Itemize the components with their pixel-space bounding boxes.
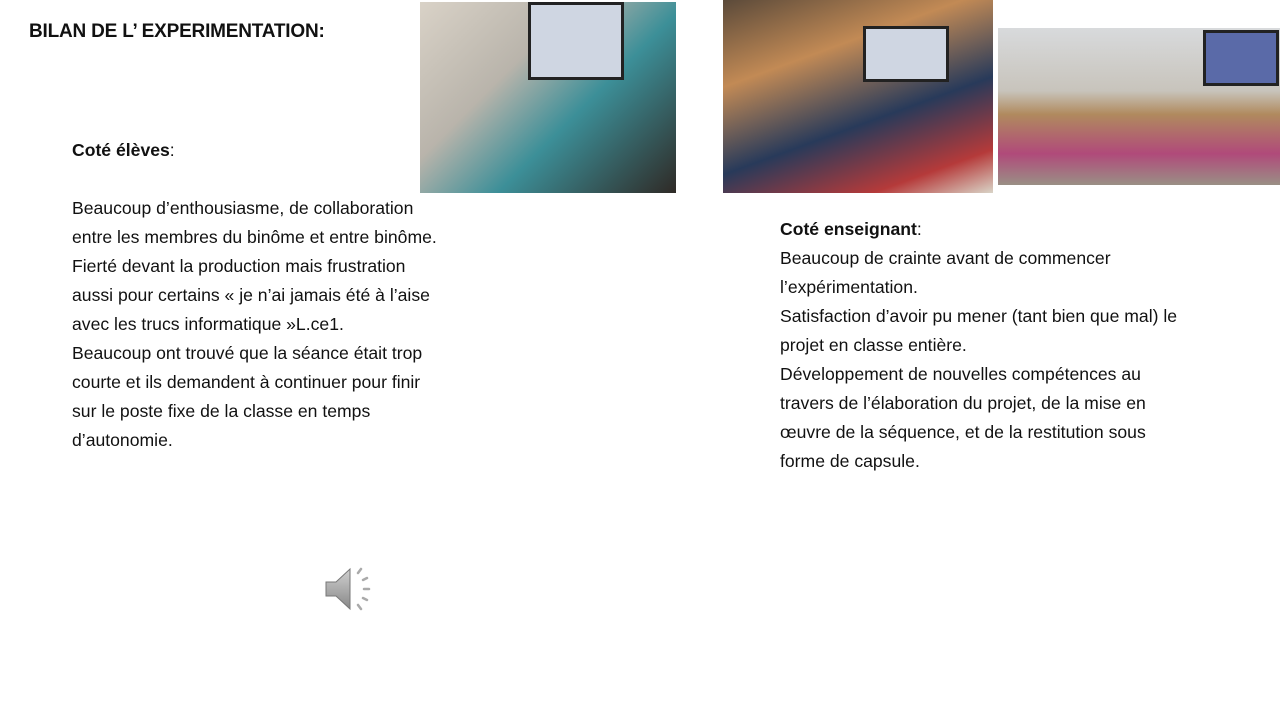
students-heading-colon: : [169, 140, 175, 160]
teacher-heading [780, 215, 1177, 244]
students-line: courte et ils demandent à continuer pour finir [72, 372, 421, 392]
teacher-line: Développement de nouvelles compétences au [780, 364, 1141, 384]
teacher-line: œuvre de la séquence, et de la restitution sous [780, 422, 1146, 442]
teacher-line: l’expérimentation. [780, 277, 918, 297]
speaker-icon[interactable] [322, 563, 378, 615]
teacher-heading-text: Coté enseignant [780, 219, 917, 239]
students-line: entre les membres du binôme et entre binôme. [72, 227, 437, 247]
teacher-line: travers de l’élaboration du projet, de la mise en [780, 393, 1146, 413]
students-heading [72, 136, 437, 165]
teacher-line: Beaucoup de crainte avant de commencer [780, 248, 1111, 268]
photo-student-at-computer [420, 2, 676, 193]
teacher-line: Satisfaction d’avoir pu mener (tant bien que mal) le [780, 306, 1178, 326]
teacher-heading-colon: : [916, 219, 922, 239]
teacher-line: forme de capsule. [780, 451, 920, 471]
teacher-section [780, 215, 1177, 476]
spacer [72, 165, 437, 194]
students-line: avec les trucs informatique »L.ce1. [72, 314, 344, 334]
students-line: aussi pour certains « je n’ai jamais été à l’aise [72, 285, 430, 305]
students-section [72, 136, 437, 455]
students-line: d’autonomie. [72, 430, 173, 450]
teacher-line: projet en classe entière. [780, 335, 967, 355]
students-line: Beaucoup d’enthousiasme, de collaboration [72, 198, 414, 218]
students-heading-text: Coté élèves [72, 140, 170, 160]
slide-title: BILAN DE L’ EXPERIMENTATION: [29, 21, 325, 42]
photo-student-classroom [998, 28, 1280, 185]
students-line: Beaucoup ont trouvé que la séance était trop [72, 343, 423, 363]
students-line: Fierté devant la production mais frustration [72, 256, 406, 276]
students-line: sur le poste fixe de la classe en temps [72, 401, 371, 421]
photo-students-at-laptop [723, 0, 993, 193]
